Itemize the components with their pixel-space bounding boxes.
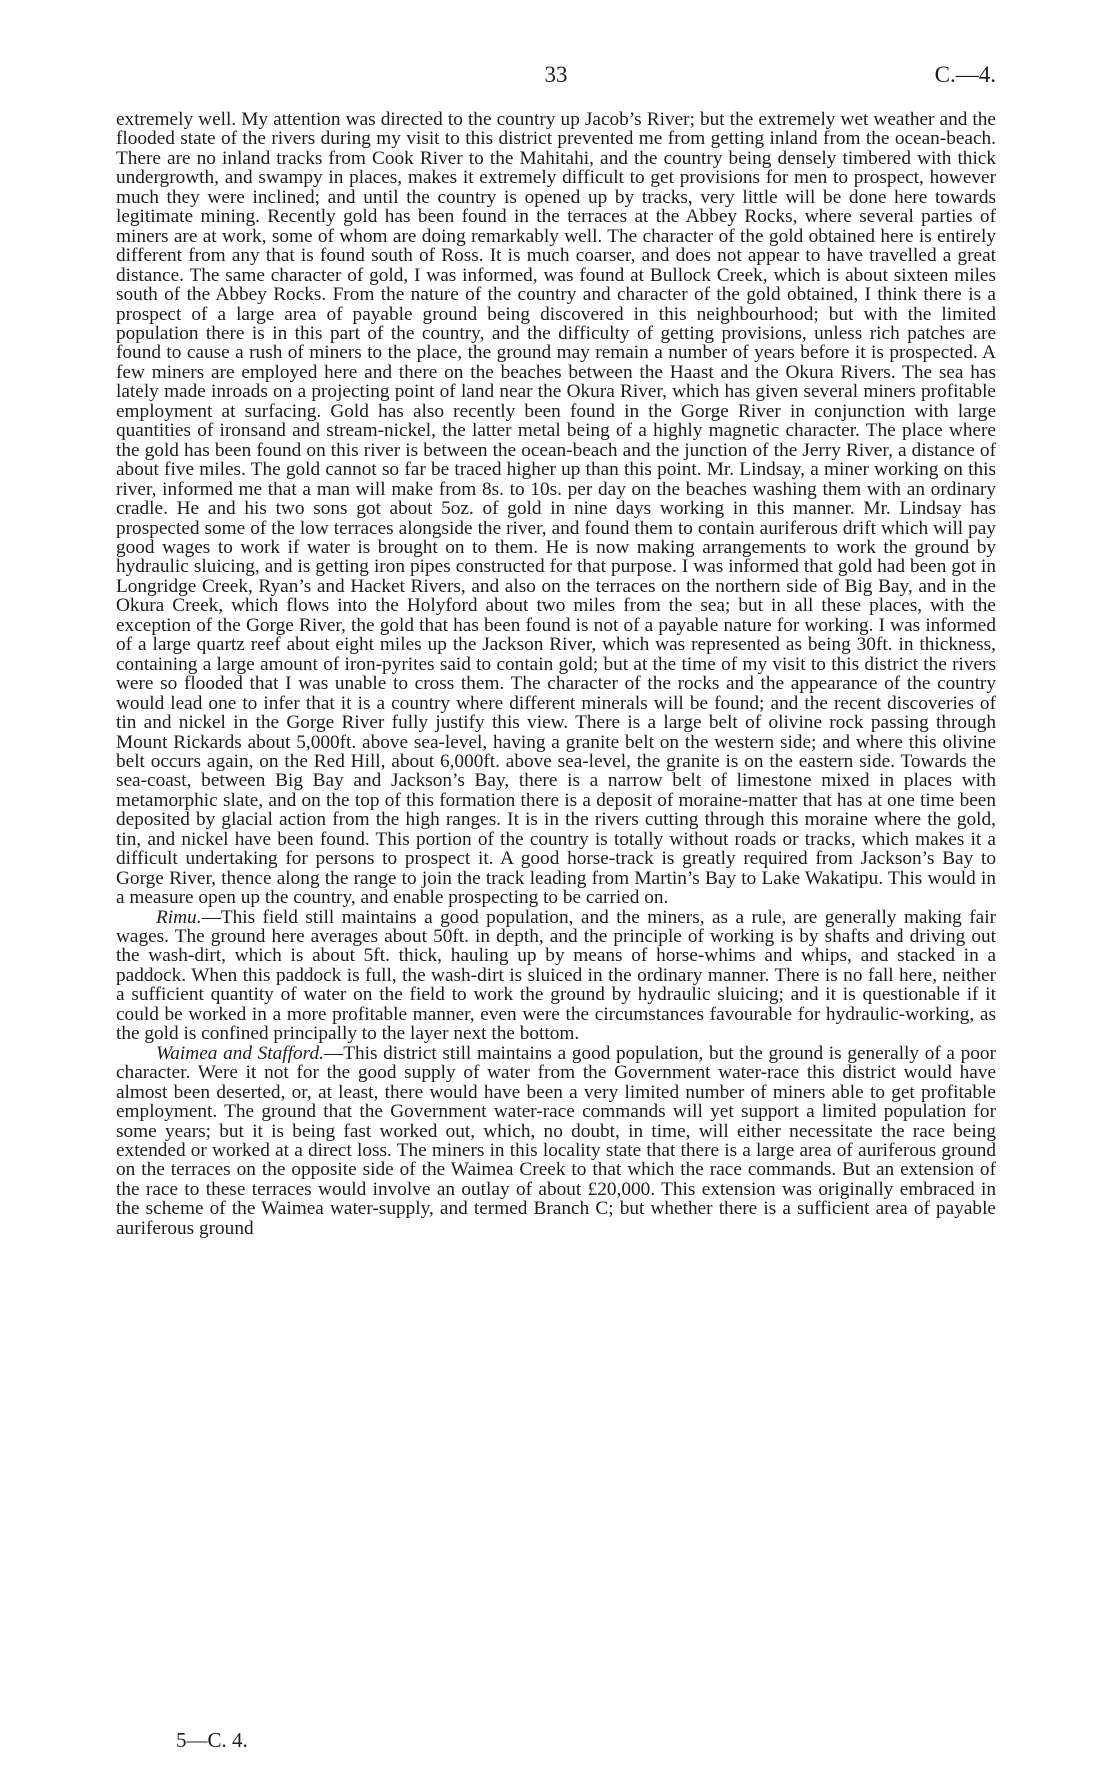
document-reference: C.—4. [934,62,996,87]
paragraph-text: —This district still maintains a good population, but the ground is generally of a poor character. Were it not for the good supply of water from the Government water-race this district would have almost been deserted, or, at least, there would have been a very limited number of miners able to get profitable employment. The ground that the Government water-race commands will yet support a limited population for some years; but it is being fast worked out, which, no doubt, in time, will either necessitate the race being extended or worked at a direct loss. The miners in this locality state that there is a large area of auriferous ground on the terraces on the opposite side of the Waimea Creek to that which the race commands. But an extension of the race to these terraces would involve an outlay of about £20,000. This extension was originally embraced in the scheme of the Waimea water-supply, and termed Branch C; but whether there is a sufficient area of payable auriferous ground [116,1042,996,1239]
paragraph-waimea-stafford [116,1044,996,1239]
section-title-waimea-stafford: Waimea and Stafford. [156,1042,324,1064]
body-text [116,110,996,1238]
paragraph-text: —This field still maintains a good population, and the miners, as a rule, are generally making fair wages. The ground here averages about 50ft. in depth, and the principle of working is by shafts and driving out the wash-dirt, which is about 5ft. thick, hauling up by means of horse-whims and whips, and stacked in a paddock. When this paddock is full, the wash-dirt is sluiced in the ordinary manner. There is no fall here, neither a sufficient quantity of water on the field to work the ground by hydraulic sluicing; and it is questionable if it could be worked in a more profitable manner, even were the circumstances favourable for hydraulic-working, as the gold is confined principally to the layer next the bottom. [116,906,996,1045]
printer-signature: 5—C. 4. [176,1728,248,1752]
paragraph-rimu [116,908,996,1044]
paragraph-continued [116,110,996,908]
page-number: 33 [544,62,568,87]
section-title-rimu: Rimu. [156,906,202,928]
page-header [116,62,996,92]
paragraph-text: extremely well. My attention was directed to the country up Jacob’s River; but the extremely wet weather and the flooded state of the rivers during my visit to this district prevented me from getting inland from the ocean-beach. There are no inland tracks from Cook River to the Mahitahi, and the country being densely timbered with thick undergrowth, and swampy in places, makes it extremely difficult to get provisions for men to prospect, however much they were inclined; and until the country is opened up by tracks, very little will be done here towards legitimate mining. Recently gold has been found in the terraces at the Abbey Rocks, where several parties of miners are at work, some of whom are doing remarkably well. The character of the gold obtained here is entirely different from any that is found south of Ross. It is much coarser, and does not appear to have travelled a great distance. The same character of gold, I was informed, was found at Bullock Creek, which is about sixteen miles south of the Abbey Rocks. From the nature of the country and character of the gold obtained, I think there is a prospect of a large area of payable ground being discovered in this neighbourhood; but with the limited population there is in this part of the country, and the difficulty of getting provisions, unless rich patches are found to cause a rush of miners to the place, the ground may remain a number of years before it is prospected. A few miners are employed here and there on the beaches between the Haast and the Okura Rivers. The sea has lately made inroads on a projecting point of land near the Okura River, which has given several miners profitable employment at surfacing. Gold has also recently been found in the Gorge River in conjunction with large quantities of ironsand and stream-nickel, the latter metal being of a highly magnetic character. The place where the gold has been found on this river is between the ocean-beach and the junction of the Jerry River, a distance of about five miles. The gold cannot so far be traced higher up than this point. Mr. Lindsay, a miner working on this river, informed me that a man will make from 8s. to 10s. per day on the beaches washing them with an ordinary cradle. He and his two sons got about 5oz. of gold in nine days working in this manner. Mr. Lindsay has prospected some of the low terraces alongside the river, and found them to contain auriferous drift which will pay good wages to work if water is brought on to them. He is now making arrangements to work the ground by hydraulic sluicing, and is getting iron pipes constructed for that purpose. I was informed that gold had been got in Longridge Creek, Ryan’s and Hacket Rivers, and also on the terraces on the northern side of Big Bay, and in the Okura Creek, which flows into the Holyford about two miles from the sea; but in all these places, with the exception of the Gorge River, the gold that has been found is not of a payable nature for working. I was informed of a large quartz reef about eight miles up the Jackson River, which was represented as being 30ft. in thickness, containing a large amount of iron-pyrites said to contain gold; but at the time of my visit to this district the rivers were so flooded that I was unable to cross them. The character of the rocks and the appearance of the country would lead one to infer that it is a country where different minerals will be found; and the recent discoveries of tin and nickel in the Gorge River fully justify this view. There is a large belt of olivine rock passing through Mount Rickards about 5,000ft. above sea-level, having a granite belt on the western side; and where this olivine belt occurs again, on the Red Hill, about 6,000ft. above sea-level, the granite is on the eastern side. Towards the sea-coast, between Big Bay and Jackson’s Bay, there is a narrow belt of limestone mixed in places with metamorphic slate, and on the top of this formation there is a deposit of moraine-matter that has at one time been deposited by glacial action from the high ranges. It is in the rivers cutting through this moraine where the gold, tin, and nickel have been found. This portion of the country is totally without roads or tracks, which makes it a difficult undertaking for persons to prospect it. A good horse-track is greatly required from Jackson’s Bay to Gorge River, thence along the range to join the track leading from Martin’s Bay to Lake Wakatipu. This would in a measure open up the country, and enable prospecting to be carried on. [116,109,996,909]
